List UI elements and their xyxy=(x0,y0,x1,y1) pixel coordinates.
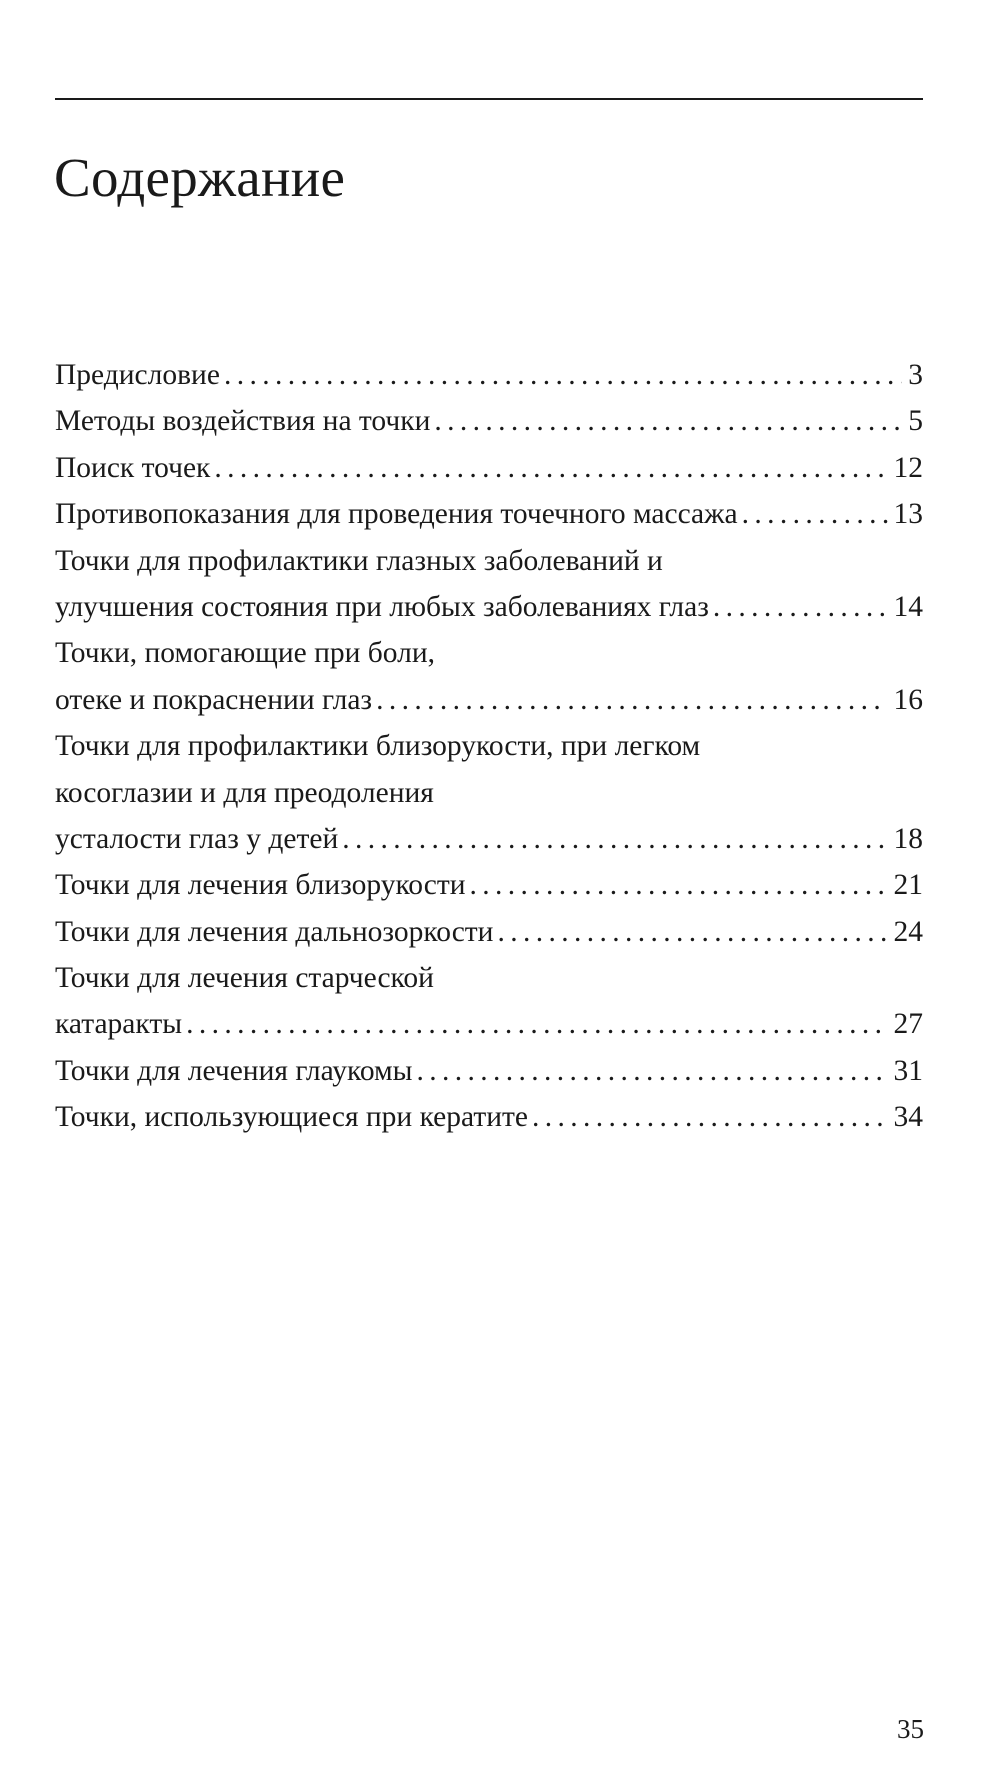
toc-dot-leader xyxy=(466,862,888,908)
toc-entry-page: 13 xyxy=(893,498,923,531)
toc-entry-title: Точки для профилактики близорукости, при легком xyxy=(55,730,701,763)
toc-entry-title: Точки, помогающие при боли, xyxy=(55,637,436,670)
page-number: 35 xyxy=(897,1714,924,1744)
toc-dot-leader xyxy=(413,1048,888,1094)
toc-entry-line xyxy=(55,538,923,584)
toc-dot-leader xyxy=(709,584,888,630)
toc-entry-line xyxy=(55,909,923,955)
toc-entry-title: Точки для лечения дальнозоркости xyxy=(55,915,494,948)
toc-entry-page: 31 xyxy=(893,1054,923,1087)
toc-entry-line xyxy=(55,862,923,908)
top-rule xyxy=(55,98,923,100)
toc-entry-page: 5 xyxy=(908,405,923,438)
toc-entry-line xyxy=(55,1001,923,1047)
toc-entry-line xyxy=(55,445,923,491)
table-of-contents xyxy=(55,352,923,1141)
toc-entry-page: 21 xyxy=(893,869,923,902)
toc-entry-title: Точки, использующиеся при кератите xyxy=(55,1101,529,1134)
toc-entry-title: косоглазии и для преодоления xyxy=(55,776,434,809)
toc-entry-title: Точки для профилактики глазных заболеваний и xyxy=(55,544,663,577)
toc-dot-leader xyxy=(220,352,902,398)
toc-entry-page: 18 xyxy=(893,822,923,855)
toc-entry-page: 34 xyxy=(893,1101,923,1134)
toc-entry-page: 12 xyxy=(893,451,923,484)
toc-entry-line xyxy=(55,630,923,676)
toc-entry-line xyxy=(55,398,923,444)
toc-entry-title: Методы воздействия на точки xyxy=(55,405,431,438)
toc-dot-leader xyxy=(182,1001,887,1047)
toc-entry-title: Точки для лечения близорукости xyxy=(55,869,466,902)
toc-entry-line xyxy=(55,491,923,537)
toc-entry-page: 27 xyxy=(893,1008,923,1041)
toc-entry-title: Противопоказания для проведения точечного массажа xyxy=(55,498,738,531)
toc-entry-title: Поиск точек xyxy=(55,451,211,484)
toc-dot-leader xyxy=(430,398,902,444)
toc-entry-title: улучшения состояния при любых заболеваниях глаз xyxy=(55,590,709,623)
toc-entry-page: 14 xyxy=(893,590,923,623)
toc-entry-title: Точки для лечения старческой xyxy=(55,962,434,995)
toc-dot-leader xyxy=(372,677,887,723)
page-title: Содержание xyxy=(54,147,346,208)
toc-dot-leader xyxy=(528,1094,887,1140)
toc-dot-leader xyxy=(738,491,888,537)
toc-entry-line xyxy=(55,1094,923,1140)
toc-entry-line xyxy=(55,584,923,630)
toc-entry-title: Точки для лечения глаукомы xyxy=(55,1054,413,1087)
toc-dot-leader xyxy=(210,445,887,491)
toc-entry-line xyxy=(55,677,923,723)
toc-entry-line xyxy=(55,352,923,398)
toc-entry-line xyxy=(55,723,923,769)
toc-entry-line xyxy=(55,1048,923,1094)
toc-entry-page: 24 xyxy=(893,915,923,948)
toc-dot-leader xyxy=(338,816,887,862)
toc-entry-line xyxy=(55,816,923,862)
toc-dot-leader xyxy=(493,909,887,955)
toc-entry-title: усталости глаз у детей xyxy=(55,822,339,855)
toc-entry-title: отеке и покраснении глаз xyxy=(55,683,373,716)
toc-entry-line xyxy=(55,770,923,816)
toc-entry-page: 3 xyxy=(908,359,923,391)
toc-entry-title: Предисловие xyxy=(55,359,220,391)
toc-entry-line xyxy=(55,955,923,1001)
toc-entry-page: 16 xyxy=(893,683,923,716)
toc-entry-title: катаракты xyxy=(55,1008,183,1041)
